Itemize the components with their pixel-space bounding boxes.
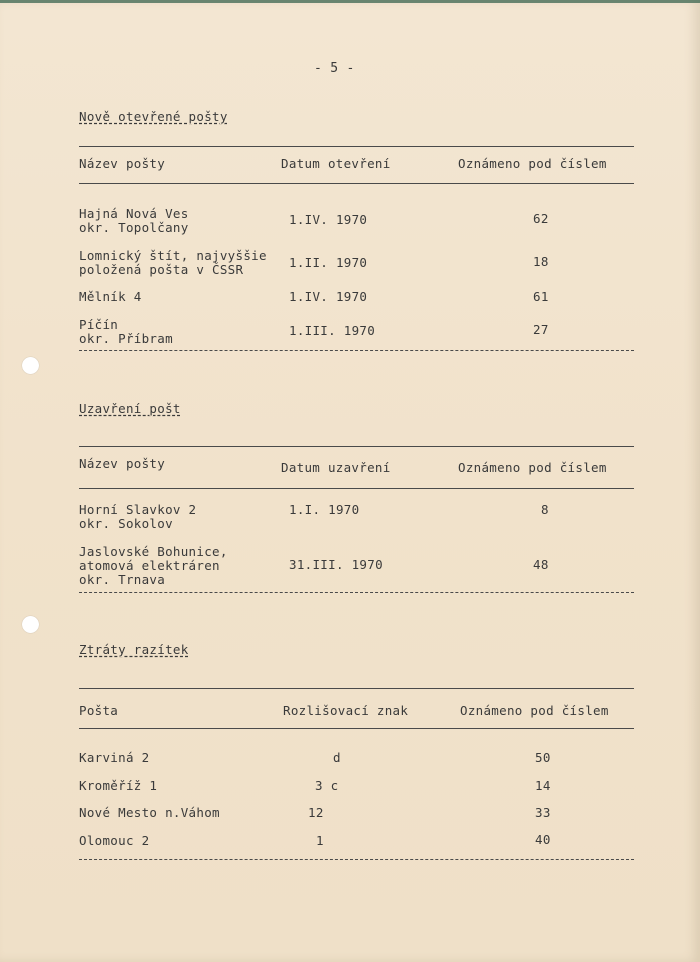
section1-header-number: Oznámeno pod číslem bbox=[458, 156, 607, 171]
table-row-name: Lomnický štít, najvyššie bbox=[79, 248, 267, 263]
table-row-name-sub: okr. Topolčany bbox=[79, 220, 189, 235]
table-row-name-sub: atomová elektráren bbox=[79, 558, 220, 573]
table-row-number: 62 bbox=[533, 211, 549, 226]
table-row-name: Karviná 2 bbox=[79, 750, 150, 765]
section1-header-date: Datum otevření bbox=[281, 156, 391, 171]
section2-rule-top bbox=[79, 446, 634, 447]
table-row-mark: 12 bbox=[308, 805, 324, 820]
table-row-number: 14 bbox=[535, 778, 551, 793]
section1-rule-top bbox=[79, 146, 634, 147]
section2-rule-bottom bbox=[79, 592, 634, 593]
table-row-name: Jaslovské Bohunice, bbox=[79, 544, 228, 559]
table-row-date: 31.III. 1970 bbox=[289, 557, 383, 572]
table-row-name-sub: položená pošta v ČSSR bbox=[79, 262, 244, 277]
table-row-number: 40 bbox=[535, 832, 551, 847]
section1-rule-header bbox=[79, 183, 634, 184]
table-row-date: 1.IV. 1970 bbox=[289, 212, 368, 227]
table-row-name: Kroměříž 1 bbox=[79, 778, 158, 793]
table-row-mark: 3 c bbox=[315, 778, 339, 793]
table-row-number: 33 bbox=[535, 805, 551, 820]
table-row-name: Nové Mesto n.Váhom bbox=[79, 805, 220, 820]
table-row-name: Olomouc 2 bbox=[79, 833, 150, 848]
top-edge bbox=[0, 0, 700, 3]
section2-header-date: Datum uzavření bbox=[281, 460, 391, 475]
table-row-name: Horní Slavkov 2 bbox=[79, 502, 197, 517]
table-row-date: 1.IV. 1970 bbox=[289, 289, 368, 304]
table-row-name: Píčín bbox=[79, 317, 119, 332]
page-number: - 5 - bbox=[314, 61, 355, 76]
section3-heading: Ztráty razítek bbox=[79, 642, 189, 657]
table-row-name-sub: okr. Trnava bbox=[79, 572, 166, 587]
table-row-number: 61 bbox=[533, 289, 549, 304]
section3-header-mark: Rozlišovací znak bbox=[283, 703, 409, 718]
section1-heading: Nově otevřené pošty bbox=[79, 109, 228, 124]
section2-heading: Uzavření pošt bbox=[79, 401, 181, 416]
table-row-date: 1.II. 1970 bbox=[289, 255, 368, 270]
section2-header-name: Název pošty bbox=[79, 456, 166, 471]
table-row-date: 1.III. 1970 bbox=[289, 323, 376, 338]
section3-header-name: Pošta bbox=[79, 703, 119, 718]
section1-header-name: Název pošty bbox=[79, 156, 166, 171]
punch-hole-lower bbox=[22, 616, 39, 633]
table-row-name: Hajná Nová Ves bbox=[79, 206, 189, 221]
table-row-name-sub: okr. Sokolov bbox=[79, 516, 173, 531]
section3-rule-top bbox=[79, 688, 634, 689]
table-row-mark: d bbox=[333, 750, 341, 765]
section2-header-number: Oznámeno pod číslem bbox=[458, 460, 607, 475]
section3-rule-bottom bbox=[79, 859, 634, 860]
section1-rule-bottom bbox=[79, 350, 634, 351]
table-row-date: 1.I. 1970 bbox=[289, 502, 360, 517]
table-row-name-sub: okr. Příbram bbox=[79, 331, 173, 346]
section3-rule-header bbox=[79, 728, 634, 729]
table-row-number: 48 bbox=[533, 557, 549, 572]
table-row-number: 18 bbox=[533, 254, 549, 269]
punch-hole-upper bbox=[22, 357, 39, 374]
section3-header-number: Oznámeno pod číslem bbox=[460, 703, 609, 718]
table-row-name: Mělník 4 bbox=[79, 289, 142, 304]
section2-rule-header bbox=[79, 488, 634, 489]
table-row-mark: 1 bbox=[316, 833, 324, 848]
table-row-number: 50 bbox=[535, 750, 551, 765]
table-row-number: 8 bbox=[541, 502, 549, 517]
table-row-number: 27 bbox=[533, 322, 549, 337]
